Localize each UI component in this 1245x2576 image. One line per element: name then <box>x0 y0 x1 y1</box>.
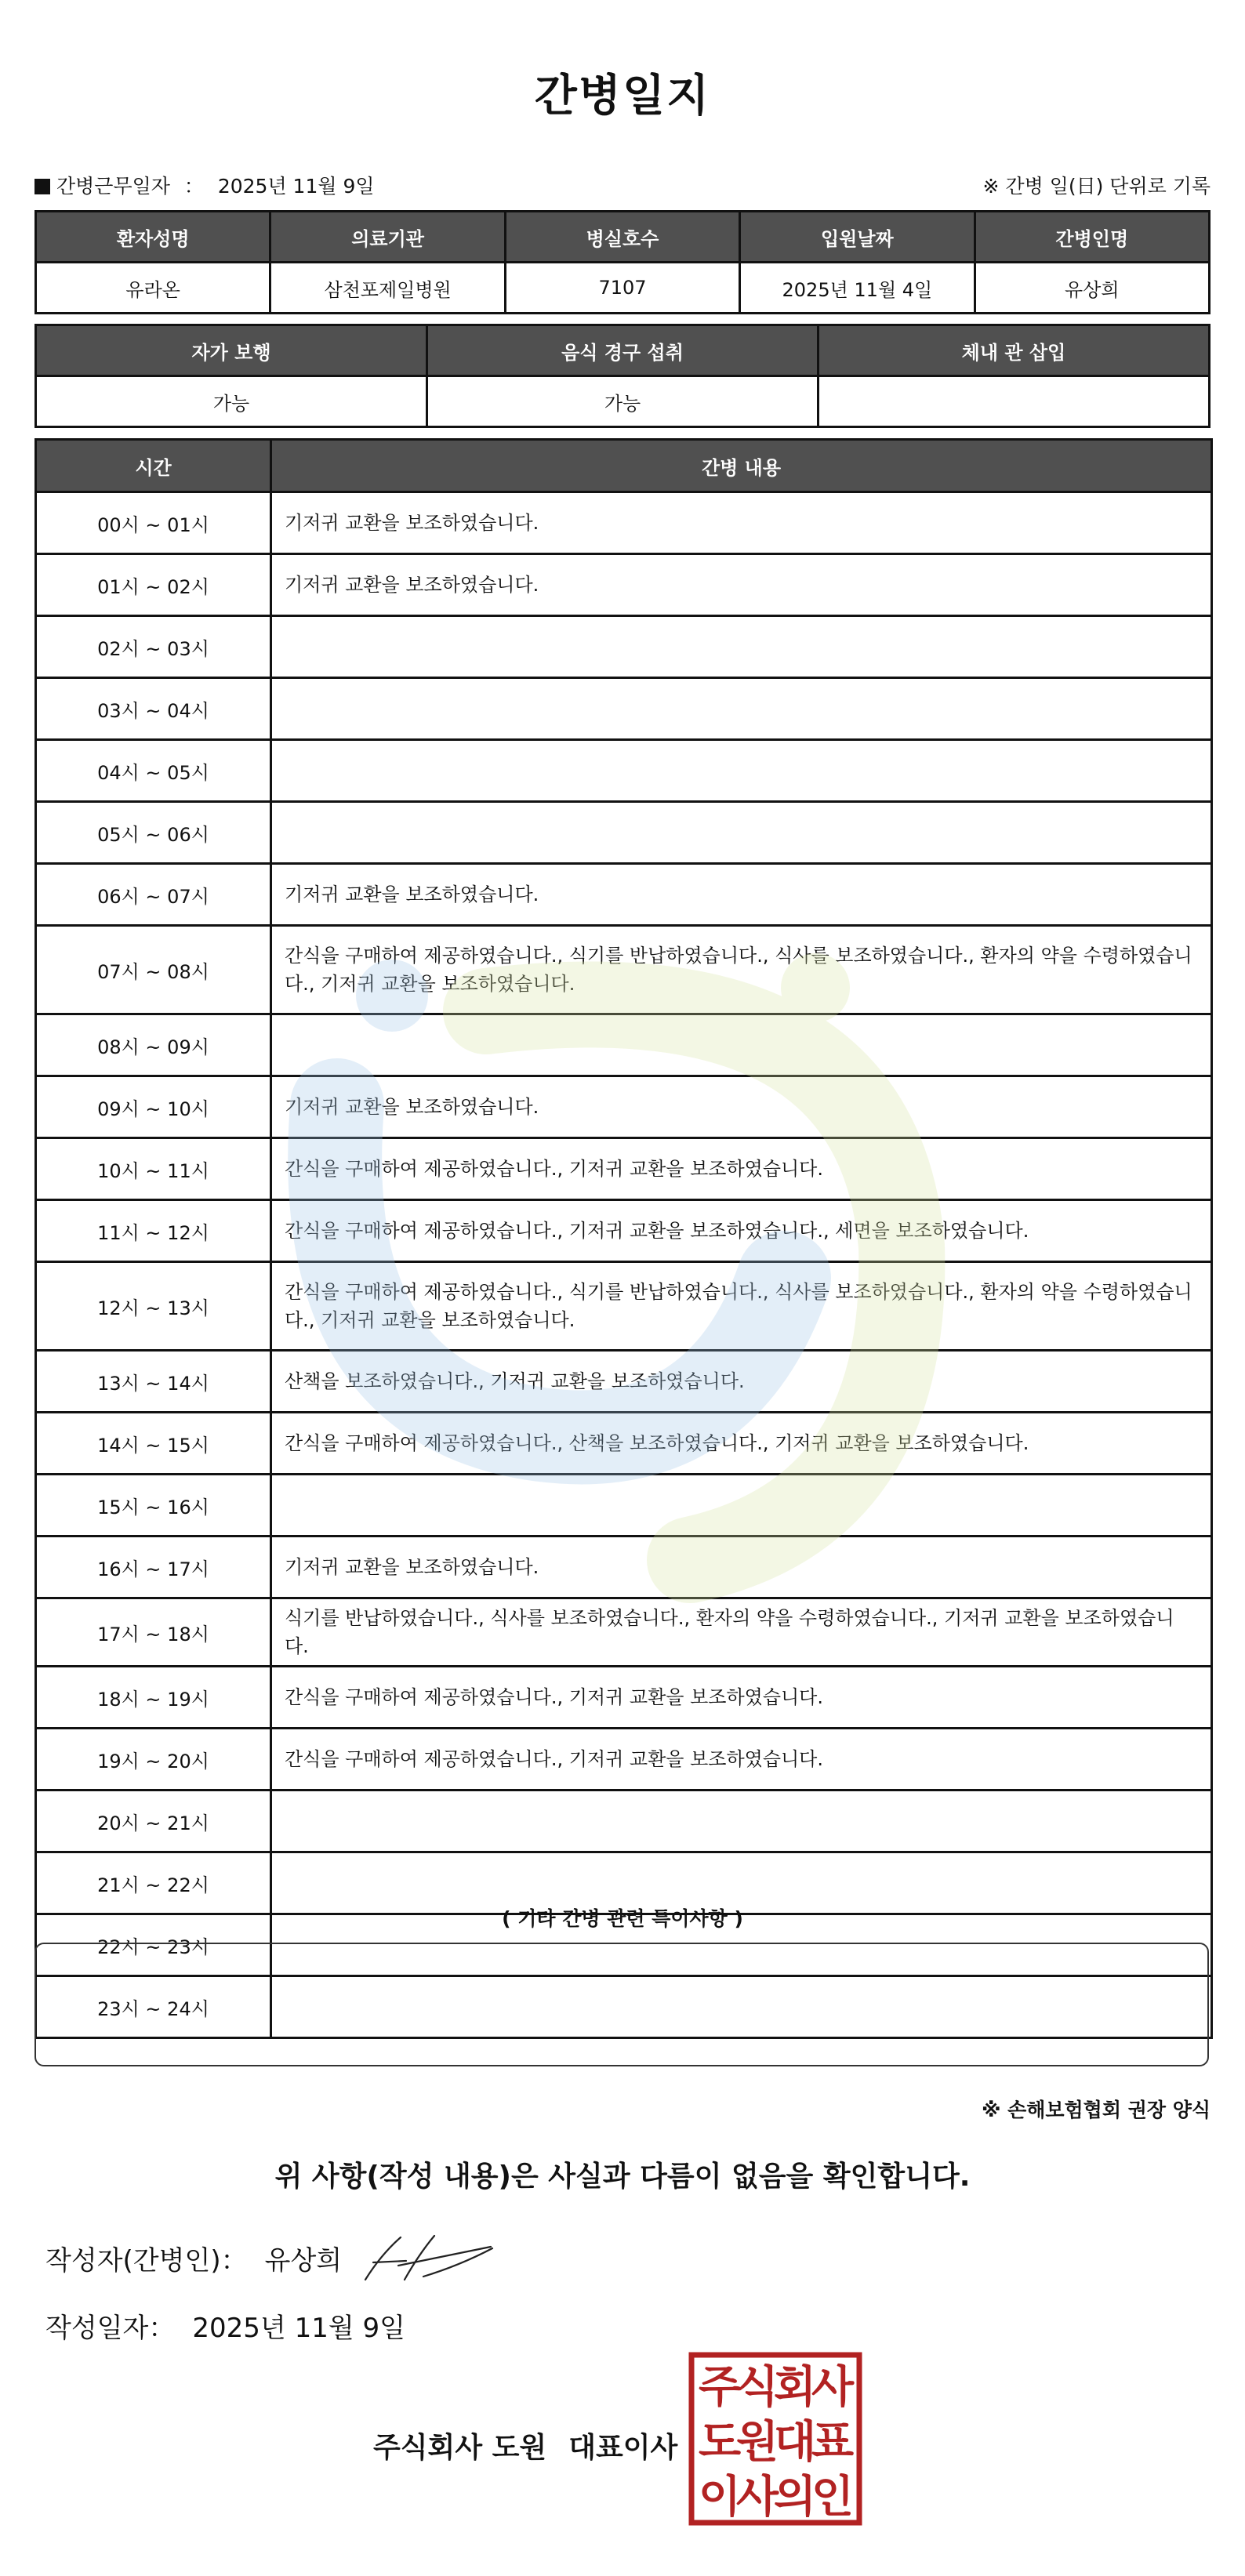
log-content-cell: 간식을 구매하여 제공하였습니다., 기저귀 교환을 보조하였습니다. <box>271 1667 1212 1729</box>
log-time-cell: 14시 ~ 15시 <box>36 1413 271 1475</box>
ability-header: 체내 관 삽입 <box>819 325 1210 376</box>
log-content-cell: 산책을 보조하였습니다., 기저귀 교환을 보조하였습니다. <box>271 1351 1212 1413</box>
ability-value-row <box>36 376 1210 427</box>
log-content-cell <box>271 802 1212 864</box>
caregiver-name-cell: 유상희 <box>975 263 1209 314</box>
work-date-value: 2025년 11월 9일 <box>217 175 375 198</box>
log-content-cell <box>271 1791 1212 1852</box>
log-row <box>36 1014 1212 1076</box>
svg-text:의: 의 <box>773 2472 817 2523</box>
work-date-line <box>34 171 375 199</box>
log-row <box>36 1537 1212 1598</box>
log-content-cell: 간식을 구매하여 제공하였습니다., 식기를 반납하였습니다., 식사를 보조하였습니다., 환자의 약을 수령하였습니다., 기저귀 교환을 보조하였습니다. <box>271 926 1212 1014</box>
company-seal-stamp-icon <box>688 2352 862 2526</box>
log-row <box>36 1076 1212 1138</box>
log-content-cell <box>271 740 1212 802</box>
self-walking-cell: 가능 <box>36 376 427 427</box>
log-time-cell: 08시 ~ 09시 <box>36 1014 271 1076</box>
representative-title: 대표이사 <box>568 2432 678 2464</box>
work-date-label: 간병근무일자 <box>56 175 170 198</box>
log-content-cell: 기저귀 교환을 보조하였습니다. <box>271 1076 1212 1138</box>
log-time-cell: 07시 ~ 08시 <box>36 926 271 1014</box>
svg-text:사: 사 <box>735 2472 779 2523</box>
written-date-line <box>45 2306 405 2345</box>
log-row <box>36 616 1212 678</box>
log-time-cell: 00시 ~ 01시 <box>36 492 271 554</box>
log-content-cell: 간식을 구매하여 제공하였습니다., 식기를 반납하였습니다., 식사를 보조하였습니다., 환자의 약을 수령하였습니다., 기저귀 교환을 보조하였습니다. <box>271 1262 1212 1351</box>
log-row <box>36 1413 1212 1475</box>
log-content-cell: 기저귀 교환을 보조하였습니다. <box>271 492 1212 554</box>
writer-name: 유상희 <box>264 2245 343 2277</box>
notes-caption: ( 기타 간병 관련 특이사항 ) <box>502 1907 743 1930</box>
work-date-colon: ： <box>183 175 204 198</box>
log-header-row <box>36 440 1212 492</box>
log-content-cell <box>271 616 1212 678</box>
log-content-cell: 간식을 구매하여 제공하였습니다., 기저귀 교환을 보조하였습니다., 세면을 보조하였습니다. <box>271 1200 1212 1262</box>
oral-intake-cell: 가능 <box>427 376 819 427</box>
tube-insertion-cell <box>819 376 1210 427</box>
patient-name-cell: 유라온 <box>36 263 270 314</box>
recommended-form-note: ※ 손해보험협회 권장 양식 <box>982 2099 1211 2121</box>
page-title: 간병일지 <box>534 71 711 122</box>
log-time-cell: 09시 ~ 10시 <box>36 1076 271 1138</box>
svg-text:도: 도 <box>698 2417 742 2468</box>
square-bullet-icon <box>34 179 50 194</box>
svg-text:표: 표 <box>811 2417 855 2468</box>
patient-info-value-row <box>36 263 1210 314</box>
svg-text:주: 주 <box>698 2362 742 2413</box>
info-header: 환자성명 <box>36 212 270 263</box>
time-header: 시간 <box>36 440 271 492</box>
log-time-cell: 21시 ~ 22시 <box>36 1852 271 1914</box>
log-time-cell: 01시 ~ 02시 <box>36 554 271 616</box>
log-time-cell: 04시 ~ 05시 <box>36 740 271 802</box>
info-header: 입원날짜 <box>740 212 975 263</box>
patient-info-header-row <box>36 212 1210 263</box>
info-header: 병실호수 <box>505 212 739 263</box>
log-content-cell <box>271 678 1212 740</box>
log-time-cell: 10시 ~ 11시 <box>36 1138 271 1200</box>
log-row <box>36 1791 1212 1852</box>
log-row <box>36 1475 1212 1537</box>
company-signoff <box>373 2425 677 2465</box>
log-time-cell: 02시 ~ 03시 <box>36 616 271 678</box>
log-row <box>36 926 1212 1014</box>
svg-text:식: 식 <box>735 2362 779 2413</box>
log-row <box>36 492 1212 554</box>
log-row <box>36 1138 1212 1200</box>
log-row <box>36 1262 1212 1351</box>
log-content-cell: 간식을 구매하여 제공하였습니다., 산책을 보조하였습니다., 기저귀 교환을 보조하였습니다. <box>271 1413 1212 1475</box>
log-time-cell: 15시 ~ 16시 <box>36 1475 271 1537</box>
log-time-cell: 12시 ~ 13시 <box>36 1262 271 1351</box>
log-time-cell: 06시 ~ 07시 <box>36 864 271 926</box>
ability-header: 자가 보행 <box>36 325 427 376</box>
ability-header: 음식 경구 섭취 <box>427 325 819 376</box>
log-time-cell: 20시 ~ 21시 <box>36 1791 271 1852</box>
log-time-cell: 16시 ~ 17시 <box>36 1537 271 1598</box>
log-content-cell: 기저귀 교환을 보조하였습니다. <box>271 1537 1212 1598</box>
writer-label: 작성자(간병인)： <box>45 2245 248 2277</box>
log-content-cell: 식기를 반납하였습니다., 식사를 보조하였습니다., 환자의 약을 수령하였습니다., 기저귀 교환을 보조하였습니다. <box>271 1598 1212 1667</box>
log-row <box>36 554 1212 616</box>
hourly-care-log-table <box>34 438 1213 2039</box>
log-row <box>36 740 1212 802</box>
patient-info-table <box>34 210 1211 314</box>
log-row <box>36 1729 1212 1791</box>
log-time-cell: 03시 ~ 04시 <box>36 678 271 740</box>
log-time-cell: 22시 ~ 23시 <box>36 1914 271 1976</box>
log-time-cell: 11시 ~ 12시 <box>36 1200 271 1262</box>
confirmation-statement: 위 사항(작성 내용)은 사실과 다름이 없음을 확인합니다. <box>274 2161 971 2193</box>
log-row <box>36 1200 1212 1262</box>
svg-text:회: 회 <box>773 2362 817 2413</box>
log-time-cell: 19시 ~ 20시 <box>36 1729 271 1791</box>
log-time-cell: 13시 ~ 14시 <box>36 1351 271 1413</box>
log-time-cell: 05시 ~ 06시 <box>36 802 271 864</box>
log-content-cell: 기저귀 교환을 보조하였습니다. <box>271 864 1212 926</box>
svg-text:대: 대 <box>773 2417 817 2468</box>
svg-text:이: 이 <box>698 2472 742 2523</box>
room-number-cell: 7107 <box>505 263 739 314</box>
admission-date-cell: 2025년 11월 4일 <box>740 263 975 314</box>
hospital-cell: 삼천포제일병원 <box>270 263 505 314</box>
log-body <box>36 492 1212 2038</box>
written-date-value: 2025년 11월 9일 <box>192 2313 405 2344</box>
log-row <box>36 678 1212 740</box>
info-header: 의료기관 <box>270 212 505 263</box>
log-time-cell: 17시 ~ 18시 <box>36 1598 271 1667</box>
log-row <box>36 1351 1212 1413</box>
info-header: 간병인명 <box>975 212 1209 263</box>
ability-header-row <box>36 325 1210 376</box>
content-header: 간병 내용 <box>271 440 1212 492</box>
handwritten-signature-icon <box>358 2231 499 2286</box>
log-content-cell: 기저귀 교환을 보조하였습니다. <box>271 554 1212 616</box>
unit-note: ※ 간병 일(日) 단위로 기록 <box>982 175 1211 198</box>
log-row <box>36 1667 1212 1729</box>
log-content-cell: 간식을 구매하여 제공하였습니다., 기저귀 교환을 보조하였습니다. <box>271 1138 1212 1200</box>
log-row <box>36 1598 1212 1667</box>
log-time-cell: 23시 ~ 24시 <box>36 1976 271 2038</box>
log-row <box>36 864 1212 926</box>
special-notes-box <box>34 1943 1209 2066</box>
svg-text:인: 인 <box>811 2472 855 2523</box>
svg-text:사: 사 <box>811 2362 855 2413</box>
svg-text:원: 원 <box>735 2417 779 2468</box>
log-content-cell <box>271 1014 1212 1076</box>
log-time-cell: 18시 ~ 19시 <box>36 1667 271 1729</box>
log-content-cell <box>271 1475 1212 1537</box>
log-content-cell: 간식을 구매하여 제공하였습니다., 기저귀 교환을 보조하였습니다. <box>271 1729 1212 1791</box>
patient-ability-table <box>34 324 1211 428</box>
log-row <box>36 802 1212 864</box>
written-date-label: 작성일자： <box>45 2313 176 2344</box>
writer-line <box>45 2239 342 2277</box>
company-name: 주식회사 도원 <box>373 2432 547 2464</box>
